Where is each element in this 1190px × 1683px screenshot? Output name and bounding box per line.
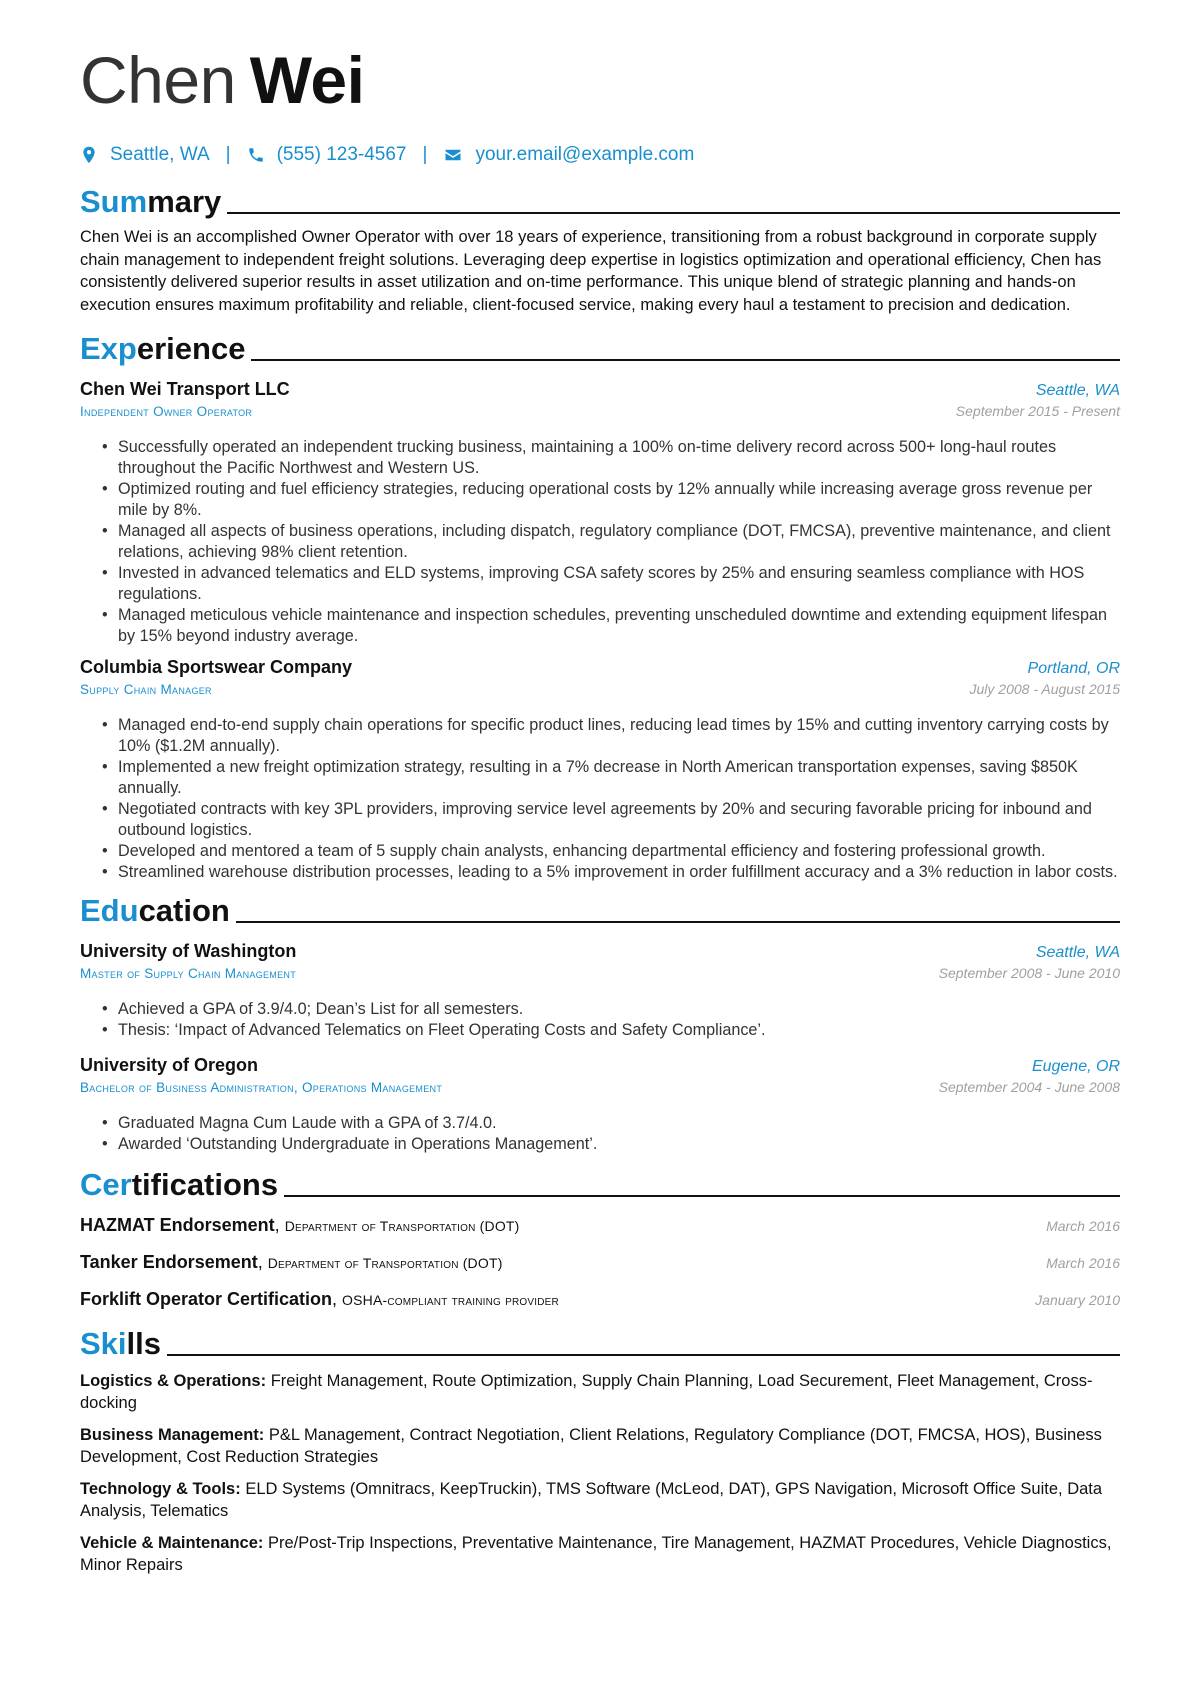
certification-item: HAZMAT Endorsement, Department of Transportation (DOT) March 2016 (80, 1207, 1120, 1244)
degree-title: Bachelor of Business Administration, Operations Management (80, 1079, 443, 1095)
section-rule (251, 359, 1120, 361)
bullet-list (80, 1113, 1120, 1155)
summary-text: Chen Wei is an accomplished Owner Operator with over 18 years of experience, transitioning from a robust background in corporate supply chain management to independent freight solutions. Leveraging deep expertise in logistics optimization and operational efficiency, Chen has consistently delivered superior results in asset utilization and on-time performance. This unique blend of strategic planning and hands-on execution ensures maximum profitability and reliable, client-focused service, making every haul a testament to precision and dedication. (80, 228, 1102, 315)
certification-list (80, 1207, 1120, 1318)
list-item: • Successfully operated an independent trucking business, maintaining a 100% on-time delivery record across 500+ long-haul routes throughout the Pacific Northwest and Western US. (118, 437, 1120, 479)
study-dates: September 2004 - June 2008 (938, 1078, 1120, 1095)
school-name: University of Oregon (80, 1054, 259, 1075)
list-item: • Implemented a new freight optimization strategy, resulting in a 7% decrease in North American transportation expenses, saving $850K annually. (118, 757, 1120, 799)
section-heading-certifications (80, 1161, 1120, 1205)
list-item: • Awarded ‘Outstanding Undergraduate in Operations Management’. (118, 1134, 1120, 1155)
skill-list: Freight Management, Route Optimization, Supply Chain Planning, Load Securement, Fleet Management, Cross-docking (80, 1371, 1093, 1413)
contact-phone[interactable] (247, 144, 407, 166)
phone-icon (247, 146, 265, 164)
skill-row (80, 1478, 1120, 1523)
skill-category: Technology & Tools: (80, 1479, 241, 1498)
employer-name: Columbia Sportswear Company (80, 656, 353, 677)
section-rule (167, 1354, 1120, 1356)
certification-issuer: Department of Transportation (DOT) (284, 1217, 520, 1234)
certification-issuer: Department of Transportation (DOT) (267, 1254, 503, 1271)
email-link[interactable]: your.email@example.com (475, 144, 695, 165)
list-item: • Thesis: ‘Impact of Advanced Telematics on Fleet Operating Costs and Safety Compliance’. (118, 1020, 1120, 1041)
section-title: Summary (80, 184, 222, 219)
contact-email[interactable] (443, 144, 694, 166)
certification-date: March 2016 (1046, 1217, 1120, 1234)
map-pin-icon (80, 146, 98, 164)
section-heading-summary (80, 178, 1120, 222)
contact-location (80, 144, 210, 166)
bullet-list (80, 437, 1120, 647)
job-dates: July 2008 - August 2015 (969, 680, 1120, 697)
section-heading-experience (80, 325, 1120, 369)
job-dates: September 2015 - Present (955, 402, 1120, 419)
list-item: • Managed meticulous vehicle maintenance and inspection schedules, preventing unscheduled downtime and extending equipment lifespan by 15% beyond industry average. (118, 605, 1120, 647)
list-item: • Achieved a GPA of 3.9/4.0; Dean’s List for all semesters. (118, 999, 1120, 1020)
bullet-list (80, 715, 1120, 883)
certification-item: Tanker Endorsement, Department of Transportation (DOT) March 2016 (80, 1244, 1120, 1281)
experience-entry (80, 379, 1120, 647)
list-item: • Negotiated contracts with key 3PL providers, improving service level agreements by 20% and securing favorable pricing for inbound and outbound logistics. (118, 799, 1120, 841)
list-item: • Developed and mentored a team of 5 supply chain analysts, enhancing departmental efficiency and fostering professional growth. (118, 841, 1120, 862)
certification-date: March 2016 (1046, 1254, 1120, 1271)
skill-category: Logistics & Operations: (80, 1371, 267, 1390)
certification-name: HAZMAT Endorsement (80, 1214, 275, 1235)
list-item: • Invested in advanced telematics and ELD systems, improving CSA safety scores by 25% and ensuring seamless compliance with HOS regulations. (118, 563, 1120, 605)
school-name: University of Washington (80, 940, 297, 961)
skill-list: Pre/Post-Trip Inspections, Preventative Maintenance, Tire Management, HAZMAT Procedures, Vehicle Diagnostics, Minor Repairs (80, 1533, 1112, 1575)
section-title: Certifications (80, 1166, 279, 1202)
job-location: Seattle, WA (1035, 381, 1120, 399)
skill-list: ELD Systems (Omnitracs, KeepTruckin), TMS Software (McLeod, DAT), GPS Navigation, Microsoft Office Suite, Data Analysis, Telematics (80, 1479, 1103, 1521)
envelope-icon (443, 146, 463, 164)
list-item: • Managed end-to-end supply chain operations for specific product lines, reducing lead times by 15% and cutting inventory carrying costs by 10% ($1.2M annually). (118, 715, 1120, 757)
school-location: Eugene, OR (1031, 1057, 1120, 1075)
experience-entry (80, 657, 1120, 883)
certification-name: Tanker Endorsement (80, 1251, 258, 1272)
certification-issuer: OSHA-compliant training provider (342, 1291, 559, 1308)
education-entry (80, 1055, 1120, 1155)
employer-name: Chen Wei Transport LLC (80, 378, 290, 399)
skill-row (80, 1424, 1120, 1469)
school-location: Seattle, WA (1035, 943, 1120, 961)
location-text: Seattle, WA (110, 144, 210, 165)
list-item: • Graduated Magna Cum Laude with a GPA of 3.7/4.0. (118, 1113, 1120, 1134)
section-heading-education (80, 887, 1120, 931)
contact-separator: | (225, 144, 231, 165)
job-title: Supply Chain Manager (80, 681, 212, 697)
degree-title: Master of Supply Chain Management (80, 965, 297, 981)
study-dates: September 2008 - June 2010 (938, 964, 1120, 981)
skill-row (80, 1370, 1120, 1415)
first-name: Chen (80, 43, 236, 117)
contact-separator: | (422, 144, 428, 165)
skill-list: P&L Management, Contract Negotiation, Client Relations, Regulatory Compliance (DOT, FMCSA, HOS), Business Development, Cost Reduction Strategies (80, 1425, 1102, 1467)
section-rule (227, 212, 1120, 214)
last-name: Wei (249, 43, 365, 117)
certification-name: Forklift Operator Certification (80, 1288, 333, 1309)
section-rule (284, 1195, 1120, 1197)
skill-category: Vehicle & Maintenance: (80, 1533, 264, 1552)
section-title: Experience (80, 330, 246, 366)
certification-date: January 2010 (1035, 1291, 1120, 1308)
skill-category: Business Management: (80, 1425, 265, 1444)
candidate-name (80, 40, 1120, 120)
bullet-list (80, 999, 1120, 1041)
certification-item: Forklift Operator Certification, OSHA-compliant training provider January 2010 (80, 1281, 1120, 1318)
skill-row (80, 1532, 1120, 1577)
resume-page (80, 40, 1120, 1577)
job-title: Independent Owner Operator (80, 403, 253, 419)
section-title: Skills (80, 1325, 161, 1361)
section-rule (236, 921, 1120, 923)
education-entry (80, 941, 1120, 1041)
section-heading-skills (80, 1320, 1120, 1364)
section-title: Education (80, 892, 230, 928)
phone-text[interactable]: (555) 123-4567 (276, 144, 407, 165)
job-location: Portland, OR (1027, 659, 1120, 677)
contact-line (80, 142, 1120, 168)
list-item: • Streamlined warehouse distribution processes, leading to a 5% improvement in order fulfillment accuracy and a 3% reduction in labor costs. (118, 862, 1120, 883)
list-item: • Managed all aspects of business operations, including dispatch, regulatory compliance (DOT, FMCSA), preventive maintenance, and client relations, achieving 98% client retention. (118, 521, 1120, 563)
list-item: • Optimized routing and fuel efficiency strategies, reducing operational costs by 12% annually while increasing average gross revenue per mile by 8%. (118, 479, 1120, 521)
